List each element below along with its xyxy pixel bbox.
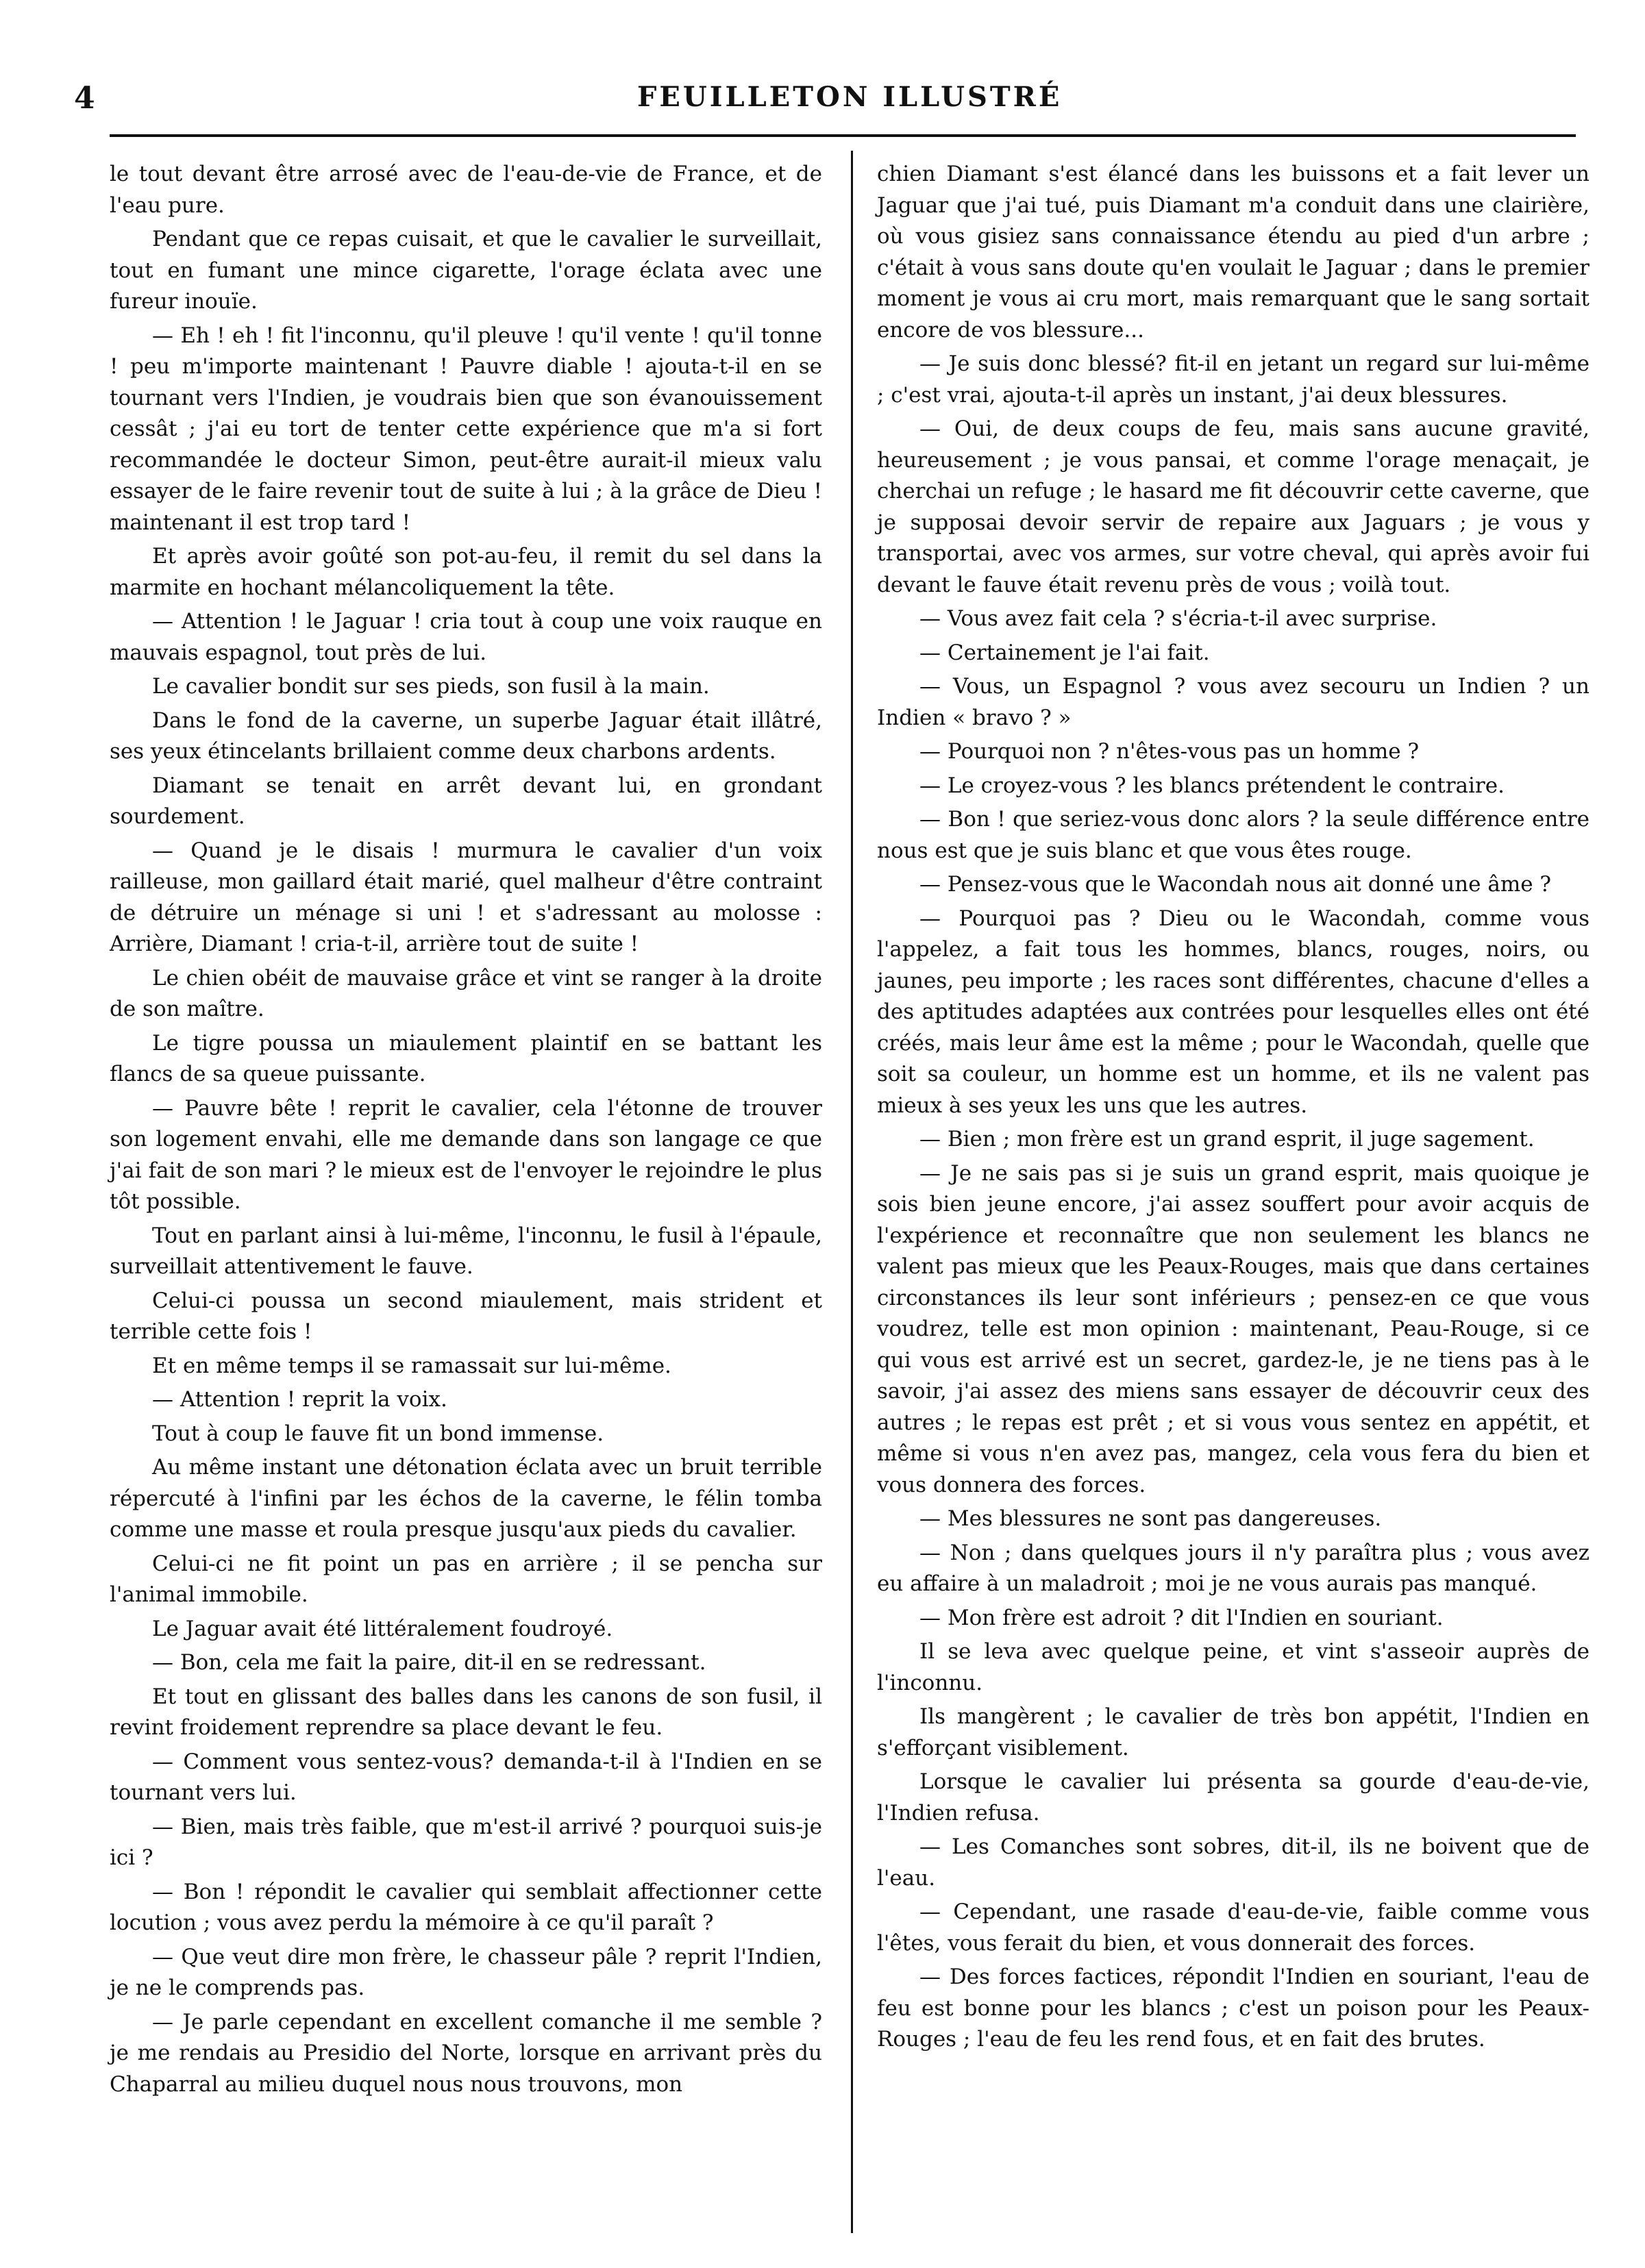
paragraph: Dans le fond de la caverne, un superbe Jaguar était illâtré, ses yeux étincelants brillaient comme deux charbons ardents.	[110, 708, 822, 764]
paragraph: — Pourquoi pas ? Dieu ou le Wacondah, comme vous l'appelez, a fait tous les hommes, blancs, rouges, noirs, ou jaunes, peu importe ; les races sont différentes, chacune d'elles a des aptitudes adaptées aux contrées pour lesquelles elles ont été créés, mais leur âme est la même ; pour le Wacondah, quelle que soit sa couleur, un homme est un homme, et ils ne valent pas mieux à ses yeux les uns que les autres.	[877, 906, 1590, 1118]
paragraph: Le Jaguar avait été littéralement foudroyé.	[152, 1616, 613, 1641]
column-rule	[851, 151, 853, 2233]
page-number: 4	[74, 81, 95, 116]
paragraph: chien Diamant s'est élancé dans les buissons et a fait lever un Jaguar que j'ai tué, puis Diamant m'a conduit dans une clairière, où vous gisiez sans connaissance étendu au pied d'un arbre ; c'était à vous sans doute qu'en voulait le Jaguar ; dans le premier moment je vous ai cru mort, mais remarquant que le sang sortait encore de vos blessure...	[877, 162, 1590, 342]
paragraph: — Le croyez-vous ? les blancs prétendent le contraire.	[919, 773, 1505, 798]
paragraph: — Vous, un Espagnol ? vous avez secouru un Indien ? un Indien « bravo ? »	[877, 674, 1590, 730]
paragraph: — Attention ! reprit la voix.	[152, 1387, 447, 1412]
paragraph: Et tout en glissant des balles dans les canons de son fusil, il revint froidement reprendre sa place devant le feu.	[110, 1684, 822, 1740]
paragraph: — Je ne sais pas si je suis un grand esprit, mais quoique je sois bien jeune encore, j'ai assez souffert pour avoir acquis de l'expérience et reconnaître que non seulement les blancs ne valent pas mieux que les Peaux-Rouges, mais que dans certaines circonstances ils leur sont inférieurs ; pensez-en ce que vous voudrez, telle est mon opinion : maintenant, Peau-Rouge, si ce qui vous est arrivé est un secret, gardez-le, je ne tiens pas à le savoir, j'ai assez des miens sans essayer de découvrir ceux des autres ; le repas est prêt ; et si vous vous sentez en appétit, et même si vous n'en avez pas, mangez, cela vous fera du bien et vous donnera des forces.	[877, 1160, 1590, 1497]
paragraph: — Attention ! le Jaguar ! cria tout à coup une voix rauque en mauvais espagnol, tout près de lui.	[110, 609, 822, 665]
paragraph: le tout devant être arrosé avec de l'eau-de-vie de France, et de l'eau pure.	[110, 162, 822, 218]
paragraph: Celui-ci poussa un second miaulement, mais strident et terrible cette fois !	[110, 1288, 822, 1344]
paragraph: — Pensez-vous que le Wacondah nous ait donné une âme ?	[919, 872, 1552, 897]
paragraph: — Pourquoi non ? n'êtes-vous pas un homme ?	[919, 739, 1420, 764]
paragraph: — Bon ! que seriez-vous donc alors ? la seule différence entre nous est que je suis blanc et que vous êtes rouge.	[877, 807, 1590, 863]
paragraph: Pendant que ce repas cuisait, et que le cavalier le surveillait, tout en fumant une mince cigarette, l'orage éclata avec une fureur inouïe.	[110, 227, 822, 314]
paragraph: — Bon, cela me fait la paire, dit-il en se redressant.	[152, 1650, 706, 1675]
paragraph: — Que veut dire mon frère, le chasseur pâle ? reprit l'Indien, je ne le comprends pas.	[110, 1944, 822, 2000]
header-rule	[110, 134, 1576, 137]
paragraph: — Non ; dans quelques jours il n'y paraîtra plus ; vous avez eu affaire à un maladroit ; moi je ne vous aurais pas manqué.	[877, 1540, 1590, 1596]
paragraph: — Cependant, une rasade d'eau-de-vie, faible comme vous l'êtes, vous ferait du bien, et vous donnerait des forces.	[877, 1899, 1590, 1956]
paragraph: — Pauvre bête ! reprit le cavalier, cela l'étonne de trouver son logement envahi, elle me demande dans son langage ce que j'ai fait de son mari ? le mieux est de l'envoyer le rejoindre le plus tôt possible.	[110, 1095, 822, 1214]
paragraph: — Vous avez fait cela ? s'écria-t-il avec surprise.	[919, 606, 1437, 631]
paragraph: Et en même temps il se ramassait sur lui-même.	[152, 1353, 671, 1378]
paragraph: — Je suis donc blessé? fit-il en jetant un regard sur lui-même ; c'est vrai, ajouta-t-il après un instant, j'ai deux blessures.	[877, 351, 1590, 408]
paragraph: — Comment vous sentez-vous? demanda-t-il à l'Indien en se tournant vers lui.	[110, 1749, 822, 1805]
running-title: FEUILLETON ILLUSTRÉ	[637, 81, 1063, 113]
paragraph: Le tigre poussa un miaulement plaintif en se battant les flancs de sa queue puissante.	[110, 1030, 822, 1086]
paragraph: — Oui, de deux coups de feu, mais sans aucune gravité, heureusement ; je vous pansai, et comme l'orage menaçait, je cherchai un refuge ; le hasard me fit découvrir cette caverne, que je supposai devoir servir de repaire aux Jaguars ; je vous y transportai, avec vos armes, sur votre cheval, qui après avoir fui devant le fauve était revenu près de vous ; voilà tout.	[877, 416, 1590, 597]
paragraph: — Bien, mais très faible, que m'est-il arrivé ? pourquoi suis-je ici ?	[110, 1814, 822, 1870]
paragraph: — Eh ! eh ! fit l'inconnu, qu'il pleuve ! qu'il vente ! qu'il tonne ! peu m'importe maintenant ! Pauvre diable ! ajouta-t-il en se tournant vers l'Indien, je voudrais bien que son évanouissement cessât ; j'ai eu tort de tenter cette expérience que m'a si fort recommandée le docteur Simon, peut-être aurait-il mieux valu essayer de le faire revenir tout de suite à lui ; à la grâce de Dieu ! maintenant il est trop tard !	[110, 323, 822, 535]
paragraph: Le cavalier bondit sur ses pieds, son fusil à la main.	[152, 674, 710, 699]
paragraph: — Je parle cependant en excellent comanche il me semble ? je me rendais au Presidio del Norte, lorsque en arrivant près du Chaparral au milieu duquel nous nous trouvons, mon	[110, 2009, 822, 2097]
paragraph: Ils mangèrent ; le cavalier de très bon appétit, l'Indien en s'efforçant visiblement.	[877, 1704, 1590, 1760]
paragraph: Tout en parlant ainsi à lui-même, l'inconnu, le fusil à l'épaule, surveillait attentivement le fauve.	[110, 1223, 822, 1279]
paragraph: Lorsque le cavalier lui présenta sa gourde d'eau-de-vie, l'Indien refusa.	[877, 1769, 1590, 1825]
paragraph: — Mon frère est adroit ? dit l'Indien en souriant.	[919, 1605, 1444, 1630]
paragraph: — Certainement je l'ai fait.	[919, 640, 1210, 665]
paragraph: — Bien ; mon frère est un grand esprit, il juge sagement.	[919, 1127, 1535, 1151]
right-column	[877, 159, 1590, 2058]
paragraph: Et après avoir goûté son pot-au-feu, il remit du sel dans la marmite en hochant mélancoliquement la tête.	[110, 544, 822, 600]
paragraph: Tout à coup le fauve fit un bond immense.	[152, 1421, 604, 1446]
paragraph: — Des forces factices, répondit l'Indien en souriant, l'eau de feu est bonne pour les blancs ; c'est un poison pour les Peaux-Rouges ; l'eau de feu les rend fous, et en fait des brutes.	[877, 1965, 1590, 2052]
paragraph: Celui-ci ne fit point un pas en arrière ; il se pencha sur l'animal immobile.	[110, 1551, 822, 1607]
paragraph: — Bon ! répondit le cavalier qui semblait affectionner cette locution ; vous avez perdu la mémoire à ce qu'il paraît ?	[110, 1879, 822, 1935]
paragraph: — Mes blessures ne sont pas dangereuses.	[919, 1506, 1382, 1531]
left-column	[110, 159, 822, 2103]
paragraph: Diamant se tenait en arrêt devant lui, en grondant sourdement.	[110, 773, 822, 829]
paragraph: Il se leva avec quelque peine, et vint s'asseoir auprès de l'inconnu.	[877, 1639, 1590, 1695]
paragraph: — Les Comanches sont sobres, dit-il, ils ne boivent que de l'eau.	[877, 1834, 1590, 1891]
paragraph: Au même instant une détonation éclata avec un bruit terrible répercuté à l'infini par les échos de la caverne, le félin tomba comme une masse et roula presque jusqu'aux pieds du cavalier.	[110, 1455, 822, 1542]
paragraph: Le chien obéit de mauvaise grâce et vint se ranger à la droite de son maître.	[110, 965, 822, 1021]
paragraph: — Quand je le disais ! murmura le cavalier d'un voix railleuse, mon gaillard était marié, quel malheur d'être contraint de détruire un ménage si uni ! et s'adressant au molosse : Arrière, Diamant ! cria-t-il, arrière tout de suite !	[110, 838, 822, 956]
